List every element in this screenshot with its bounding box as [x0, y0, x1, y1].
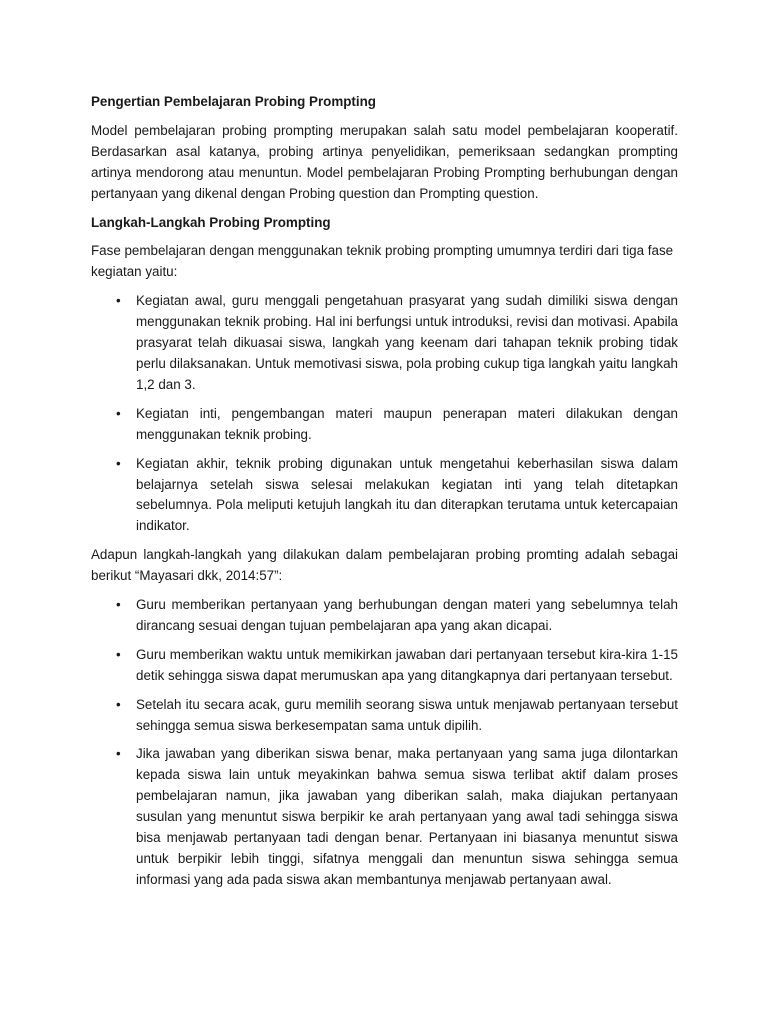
list-item — [91, 291, 678, 396]
paragraph-pengertian: Model pembelajaran probing prompting merupakan salah satu model pembelajaran kooperatif. Berdasarkan asal katanya, probing artinya penyelidikan, pemeriksaan sedangkan prompting artinya mendorong atau menuntun. Model pembelajaran Probing Prompting berhubungan dengan pertanyaan yang dikenal dengan Probing question dan Prompting question. — [91, 122, 678, 201]
list-item-text: Jika jawaban yang diberikan siswa benar, maka pertanyaan yang sama juga dilontarkan kepada siswa lain untuk meyakinkan bahwa semua siswa terlibat aktif dalam proses pembelajaran namun, jika jawaban yang diberikan salah, maka diajukan pertanyaan susulan yang menuntut siswa berpikir ke arah pertanyaan yang awal tadi sehingga siswa bisa menjawab pertanyaan tadi dengan benar. Pertanyaan ini biasanya menuntut siswa untuk berpikir lebih tinggi, sifatnya menggali dan menuntun siswa sehingga semua informasi yang ada pada siswa akan membantunya menjawab pertanyaan awal. — [136, 746, 678, 887]
paragraph-fase-intro: Fase pembelajaran dengan menggunakan teknik probing prompting umumnya terdiri dari tiga fase kegiatan yaitu: — [91, 243, 674, 280]
phase-list — [91, 291, 678, 537]
document-page — [91, 92, 678, 899]
bullet-icon: • — [116, 746, 121, 762]
list-item — [91, 454, 678, 538]
list-item — [91, 645, 678, 687]
list-item-text: Kegiatan awal, guru menggali pengetahuan prasyarat yang sudah dimiliki siswa dengan menggunakan teknik probing. Hal ini berfungsi untuk introduksi, revisi dan motivasi. Apabila prasyarat telah dikuasai siswa, langkah yang keenam dari tahapan teknik probing tidak perlu dilaksanakan. Untuk memotivasi siswa, pola probing cukup tiga langkah yaitu langkah 1,2 dan 3. — [136, 293, 678, 392]
section-heading-langkah: Langkah-Langkah Probing Prompting — [91, 214, 331, 230]
bullet-icon: • — [116, 646, 121, 662]
steps-list — [91, 595, 678, 891]
list-item-text: Guru memberikan waktu untuk memikirkan jawaban dari pertanyaan tersebut kira-kira 1-15 detik sehingga siswa dapat merumuskan apa yang ditangkapnya dari pertanyaan tersebut. — [136, 646, 678, 683]
paragraph-steps-intro: Adapun langkah-langkah yang dilakukan dalam pembelajaran probing promting adalah sebagai berikut “Mayasari dkk, 2014:57”: — [91, 547, 678, 584]
list-item — [91, 695, 678, 737]
list-item — [91, 595, 678, 637]
list-item-text: Guru memberikan pertanyaan yang berhubungan dengan materi yang sebelumnya telah dirancang sesuai dengan tujuan pembelajaran apa yang akan dicapai. — [136, 597, 678, 633]
bullet-icon: • — [116, 293, 121, 309]
list-item-text: Kegiatan inti, pengembangan materi maupun penerapan materi dilakukan dengan menggunakan teknik probing. — [136, 405, 678, 442]
section-heading-pengertian: Pengertian Pembelajaran Probing Prompting — [91, 94, 376, 109]
bullet-icon: • — [116, 455, 121, 471]
bullet-icon: • — [116, 597, 121, 613]
bullet-icon: • — [116, 405, 121, 421]
bullet-icon: • — [116, 696, 121, 712]
list-item — [91, 404, 678, 446]
list-item — [91, 744, 678, 890]
list-item-text: Setelah itu secara acak, guru memilih seorang siswa untuk menjawab pertanyaan tersebut sehingga semua siswa berkesempatan sama untuk dipilih. — [136, 696, 678, 733]
list-item-text: Kegiatan akhir, teknik probing digunakan untuk mengetahui keberhasilan siswa dalam belajarnya setelah siswa selesai melakukan kegiatan inti yang telah ditetapkan sebelumnya. Pola meliputi ketujuh langkah itu dan diterapkan terutama untuk ketercapaian indikator. — [136, 455, 678, 534]
